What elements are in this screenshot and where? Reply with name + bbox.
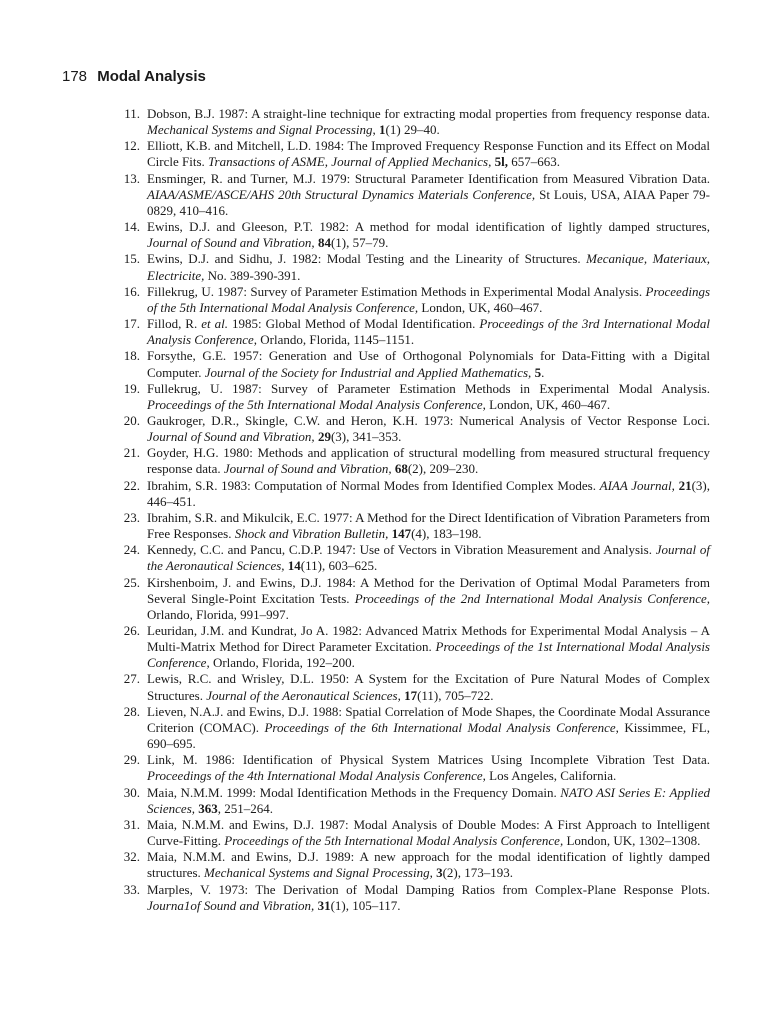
reference-number: 16.	[123, 283, 140, 299]
reference-run: Ewins, D.J. and Sidhu, J. 1982: Modal Testing and the Linearity of Structures.	[147, 251, 587, 267]
reference-item	[112, 381, 710, 413]
reference-item	[112, 623, 710, 671]
reference-run: (1), 105–117.	[330, 897, 401, 913]
reference-run: Orlando, Florida, 192–200.	[209, 655, 355, 671]
reference-text	[147, 542, 710, 574]
reference-number: 23.	[123, 509, 140, 525]
reference-run: Elliott, K.B. and Mitchell, L.D. 1984: The Improved Frequency Response Function and its Effect on Modal Circle Fits.	[147, 138, 710, 170]
reference-item	[112, 752, 710, 784]
reference-text	[147, 381, 710, 413]
reference-run: London, UK, 1302–1308.	[563, 833, 701, 849]
reference-run: Forsythe, G.E. 1957: Generation and Use of Orthogonal Polynomials for Data-Fitting with a Digital Computer.	[147, 348, 710, 380]
reference-source-title: Proceedings of the 3rd International Modal Analysis Conference,	[147, 316, 711, 348]
reference-number: 31.	[123, 816, 140, 832]
reference-run: .	[541, 364, 545, 380]
reference-run: Link, M. 1986: Identification of Physical System Matrices Using Incomplete Vibration Test Data.	[147, 752, 710, 768]
reference-list	[112, 106, 710, 914]
reference-run: Fillod, R.	[147, 316, 202, 332]
reference-run: ,	[372, 122, 380, 138]
reference-volume: 147	[391, 526, 412, 542]
chapter-title: Modal Analysis	[97, 68, 206, 85]
reference-source-title: Proceedings of the 2nd International Modal Analysis Conference,	[354, 590, 710, 606]
reference-text	[147, 316, 710, 348]
reference-text	[147, 817, 710, 849]
reference-source-title: Shock and Vibration Bulletin,	[234, 526, 389, 542]
reference-run: (1) 29–40.	[385, 122, 440, 138]
reference-number: 26.	[123, 623, 140, 638]
reference-text	[147, 575, 710, 623]
reference-run: (1), 57–79.	[330, 235, 389, 251]
reference-number: 21.	[123, 445, 140, 461]
reference-run: (11), 603–625.	[300, 558, 378, 574]
reference-number: 32.	[123, 849, 140, 865]
reference-item	[112, 510, 710, 542]
reference-run: Ewins, D.J. and Gleeson, P.T. 1982: A method for modal identification of lightly damped structures,	[147, 219, 710, 235]
reference-run: Marples, V. 1973: The Derivation of Modal Damping Ratios from Complex-Plane Response Plots.	[147, 881, 710, 897]
reference-item	[112, 671, 710, 703]
reference-source-title: Journal of Sound and Vibration,	[147, 429, 315, 445]
reference-text	[147, 882, 710, 914]
reference-text	[147, 478, 710, 510]
reference-source-title: Journal of the Aeronautical Sciences,	[206, 687, 401, 703]
reference-source-title: Proceedings of the 4th International Modal Analysis Conference,	[147, 768, 486, 784]
reference-text	[147, 445, 710, 477]
reference-run: Kissimmee, FL, 690–695.	[147, 719, 710, 752]
reference-number: 17.	[123, 316, 140, 332]
page-number: 178	[62, 68, 88, 85]
reference-item	[112, 106, 710, 138]
reference-item	[112, 478, 710, 510]
reference-text	[147, 251, 710, 283]
reference-item	[112, 542, 710, 574]
reference-volume: 363	[198, 800, 218, 816]
reference-run: Ibrahim, S.R. 1983: Computation of Normal Modes from Identified Complex Modes.	[147, 477, 600, 493]
reference-run: Lewis, R.C. and Wrisley, D.L. 1950: A System for the Excitation of Pure Natural Modes of Complex Structures.	[147, 671, 710, 703]
reference-item	[112, 704, 710, 752]
reference-item	[112, 413, 710, 445]
reference-run: (11), 705–722.	[417, 687, 494, 703]
reference-number: 11.	[124, 106, 140, 121]
reference-source-title: Mechanical Systems and Signal Processing	[147, 122, 373, 138]
reference-volume: 84	[317, 235, 331, 251]
reference-run: Maia, N.M.M. and Ewins, D.J. 1989: A new approach for the modal identification of lightly damped structures.	[147, 849, 710, 881]
reference-source-title: AIAA Journal,	[599, 477, 675, 493]
reference-source-title: Mecanique, Materiaux, Electricite,	[147, 251, 711, 283]
reference-run: Kirshenboim, J. and Ewins, D.J. 1984: A Method for the Derivation of Optimal Modal Parameters from Several Single-Point Excitation Tests.	[147, 574, 710, 606]
reference-number: 29.	[123, 752, 140, 768]
reference-run: Orlando, Florida, 1145–1151.	[257, 332, 415, 348]
reference-item	[112, 348, 710, 380]
reference-number: 19.	[123, 380, 140, 396]
reference-item	[112, 138, 710, 170]
reference-source-title: Journa1of Sound and Vibration,	[147, 897, 315, 913]
reference-run: 657–663.	[508, 154, 560, 170]
reference-volume: 14	[287, 558, 301, 574]
reference-run: Orlando, Florida, 991–997.	[147, 606, 289, 622]
reference-item	[112, 849, 710, 881]
reference-item	[112, 251, 710, 283]
reference-volume: 1	[379, 122, 386, 138]
reference-text	[147, 510, 710, 542]
reference-item	[112, 171, 710, 219]
reference-number: 33.	[123, 881, 140, 897]
reference-source-title: Transactions of ASME, Journal of Applied Mechanics,	[208, 154, 492, 170]
reference-number: 18.	[123, 348, 140, 364]
reference-volume: 5l,	[494, 154, 508, 170]
reference-source-title: Proceedings of the 1st International Modal Analysis Conference,	[147, 639, 710, 671]
reference-source-title: Journal of the Society for Industrial and Applied Mathematics,	[204, 364, 532, 380]
reference-run: Lieven, N.A.J. and Ewins, D.J. 1988: Spatial Correlation of Mode Shapes, the Coordinate Modal Assurance Criterion (COMAC).	[147, 703, 710, 735]
reference-source-title: Journal of Sound and Vibration,	[147, 235, 315, 251]
reference-text	[147, 219, 710, 251]
reference-volume: 31	[317, 897, 331, 913]
reference-number: 14.	[123, 219, 140, 235]
reference-item	[112, 575, 710, 623]
reference-run: (4), 183–198.	[411, 526, 482, 542]
reference-volume: 21	[678, 477, 692, 493]
reference-volume: 68	[394, 461, 408, 477]
reference-number: 30.	[123, 784, 140, 800]
reference-volume: 17	[404, 687, 418, 703]
reference-number: 28.	[123, 703, 140, 719]
reference-source-title: Journal of the Aeronautical Sciences,	[147, 542, 710, 574]
reference-source-title: Proceedings of the 5th International Modal Analysis Conference,	[147, 283, 710, 315]
reference-run: , 251–264.	[217, 800, 274, 816]
reference-source-title: Journal of Sound and Vibration,	[223, 461, 392, 477]
reference-run: London, UK, 460–467.	[418, 299, 543, 315]
reference-run: Gaukroger, D.R., Skingle, C.W. and Heron, K.H. 1973: Numerical Analysis of Vector Response Loci.	[147, 412, 710, 428]
reference-number: 27.	[123, 671, 140, 687]
reference-run: Ibrahim, S.R. and Mikulcik, E.C. 1977: A Method for the Direct Identification of Vibration Parameters from Free Responses.	[147, 509, 710, 542]
reference-number: 24.	[123, 542, 140, 558]
reference-run: Maia, N.M.M. and Ewins, D.J. 1987: Modal Analysis of Double Modes: A First Approach to Intelligent Curve-Fitting.	[147, 816, 710, 849]
reference-volume: 5	[534, 364, 542, 380]
reference-source-title: Mechanical Systems and Signal Processing,	[204, 865, 433, 881]
reference-text	[147, 752, 710, 784]
reference-source-title: Proceedings of the 6th International Modal Analysis Conference,	[264, 719, 619, 735]
reference-run: 1985: Global Method of Modal Identification.	[227, 316, 480, 332]
reference-text	[147, 348, 710, 380]
reference-text	[147, 106, 710, 138]
reference-run: Kennedy, C.C. and Pancu, C.D.P. 1947: Use of Vectors in Vibration Measurement and Analysis.	[147, 542, 656, 558]
reference-text	[147, 704, 710, 752]
reference-run: (2), 209–230.	[407, 461, 479, 477]
reference-run: Los Angeles, California.	[485, 768, 617, 784]
reference-text	[147, 623, 710, 671]
reference-number: 25.	[123, 574, 140, 590]
reference-number: 15.	[123, 251, 140, 267]
reference-source-title: AIAA/ASME/ASCE/AHS 20th Structural Dynamics Materials Conference,	[147, 186, 536, 202]
reference-run: Fillekrug, U. 1987: Survey of Parameter Estimation Methods in Experimental Modal Analysis.	[147, 283, 646, 299]
reference-item	[112, 219, 710, 251]
reference-run: (3), 341–353.	[330, 429, 402, 445]
reference-run: St Louis, USA, AIAA Paper 79-0829, 410–416.	[147, 186, 710, 218]
reference-source-title: NATO ASI Series E: Applied Sciences,	[147, 784, 710, 816]
reference-number: 12.	[123, 138, 140, 154]
reference-text	[147, 671, 710, 703]
reference-item	[112, 817, 710, 849]
reference-text	[147, 785, 710, 817]
reference-number: 22.	[123, 477, 140, 493]
reference-run: Leuridan, J.M. and Kundrat, Jo A. 1982: Advanced Matrix Methods for Experimental Modal Analysis – A Multi-Matrix Method for Direct Parameter Excitation.	[147, 623, 710, 655]
reference-item	[112, 882, 710, 914]
reference-run: No. 389-390-391.	[204, 267, 301, 283]
running-head	[62, 68, 206, 86]
reference-item	[112, 316, 710, 348]
reference-item	[112, 445, 710, 477]
reference-run: Goyder, H.G. 1980: Methods and application of structural modelling from measured structural frequency response data.	[147, 445, 710, 477]
reference-number: 13.	[123, 170, 140, 186]
reference-run: Maia, N.M.M. 1999: Modal Identification Methods in the Frequency Domain.	[147, 784, 561, 800]
reference-run: Dobson, B.J. 1987: A straight-line technique for extracting modal properties from frequency response data.	[147, 106, 710, 121]
reference-volume: 29	[317, 429, 331, 445]
reference-run: Ensminger, R. and Turner, M.J. 1979: Structural Parameter Identification from Measured Vibration Data.	[147, 170, 710, 186]
reference-number: 20.	[123, 412, 140, 428]
reference-run: Fullekrug, U. 1987: Survey of Parameter Estimation Methods in Experimental Modal Analysis.	[147, 380, 710, 396]
reference-run: (3), 446–451.	[147, 477, 711, 509]
reference-source-title: et al.	[201, 316, 228, 332]
reference-source-title: Proceedings of the 5th International Modal Analysis Conference,	[224, 833, 564, 849]
reference-volume: 3	[436, 865, 443, 881]
reference-text	[147, 284, 710, 316]
reference-item	[112, 785, 710, 817]
reference-run: London, UK, 460–467.	[485, 396, 611, 412]
reference-item	[112, 284, 710, 316]
reference-text	[147, 138, 710, 170]
reference-text	[147, 171, 710, 219]
reference-source-title: Proceedings of the 5th International Modal Analysis Conference,	[147, 396, 486, 412]
reference-run: (2), 173–193.	[442, 865, 514, 881]
reference-text	[147, 849, 710, 881]
reference-text	[147, 413, 710, 445]
